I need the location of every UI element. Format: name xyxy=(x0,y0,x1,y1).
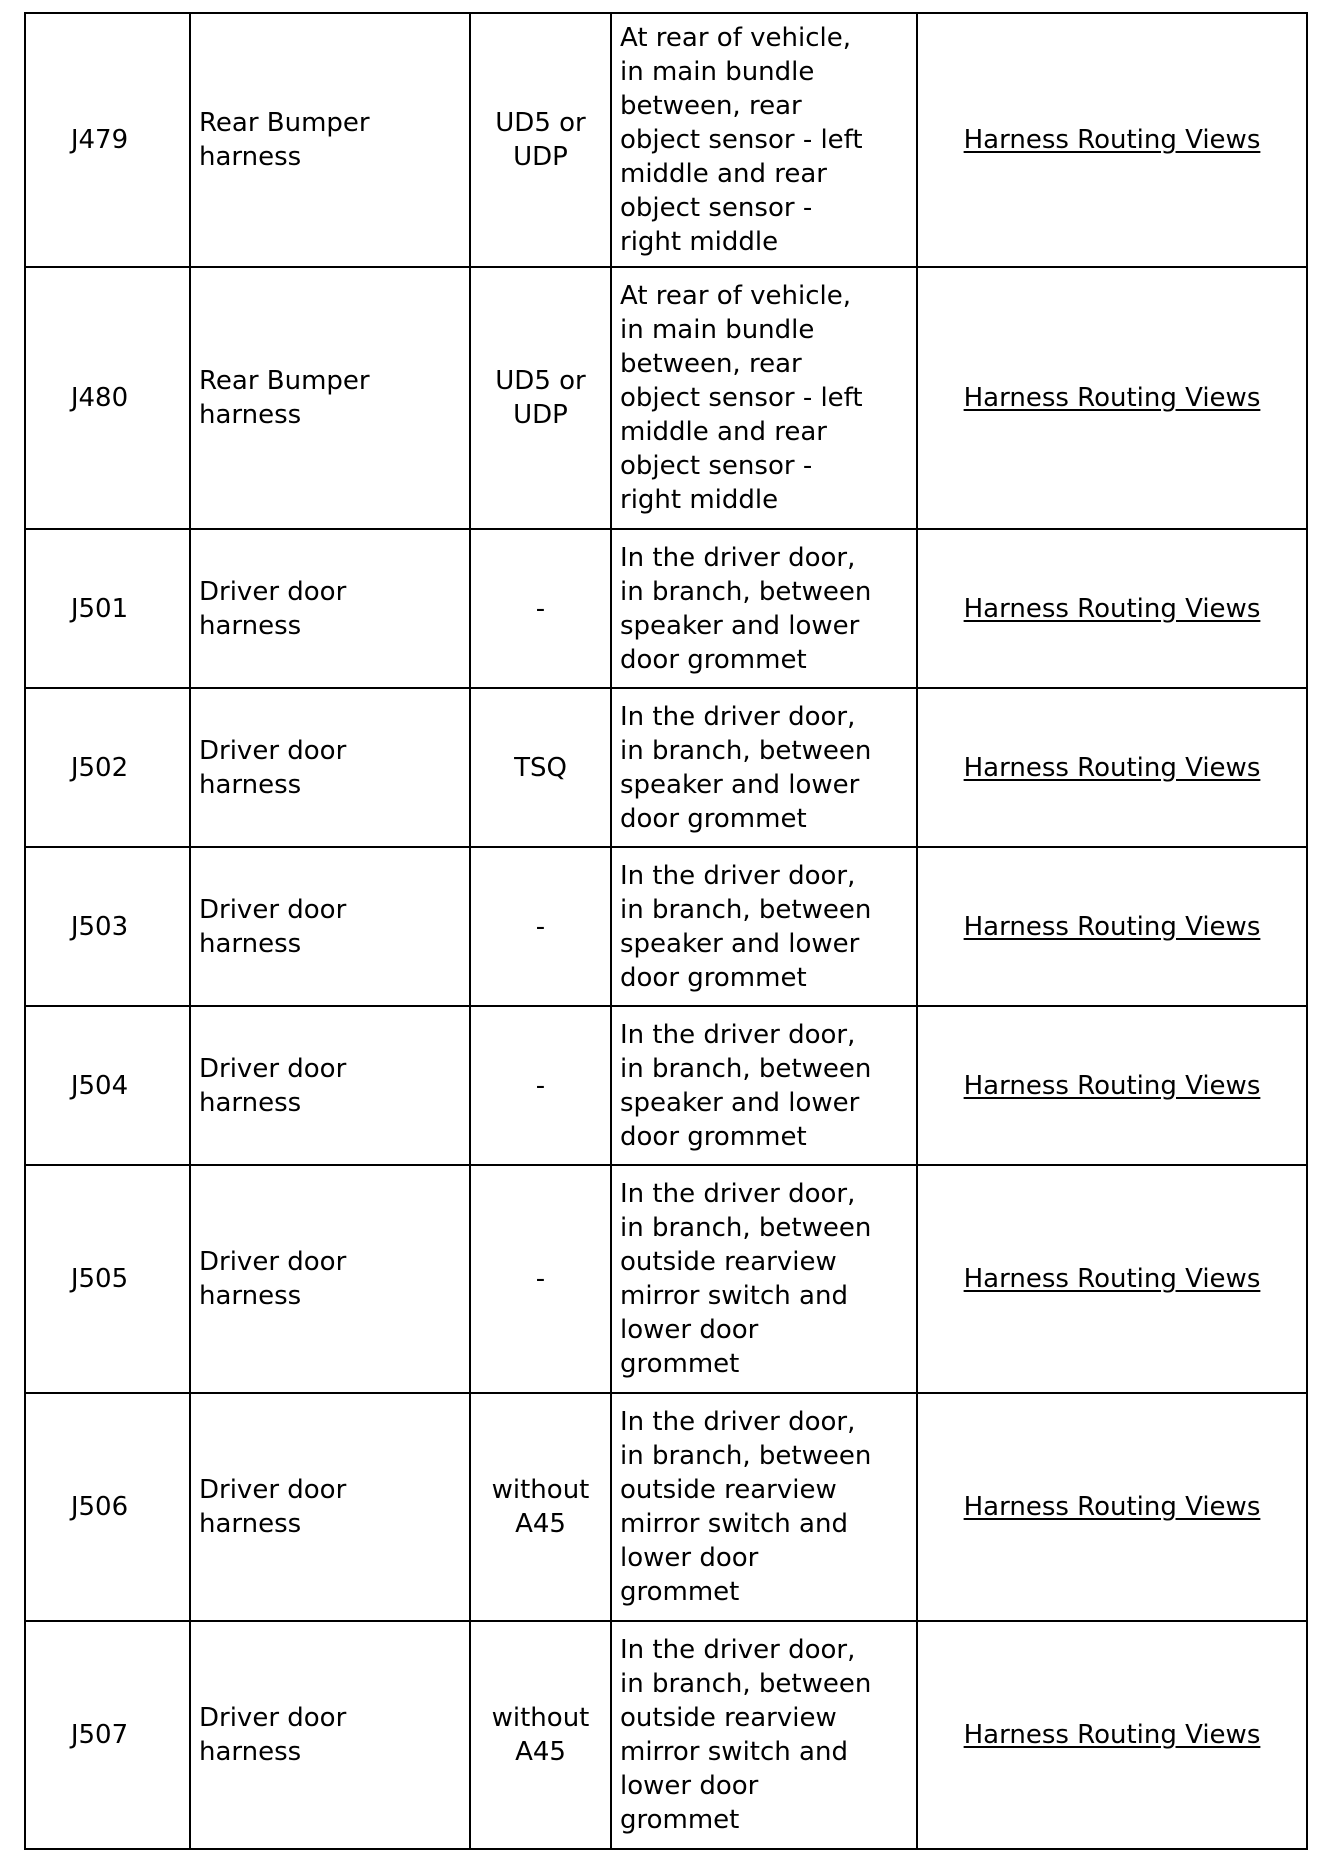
harness-name xyxy=(190,1165,470,1393)
harness-name-line: Rear Bumper xyxy=(199,108,370,138)
location-description-line: in branch, between xyxy=(620,576,872,607)
location-description-line: outside rearview xyxy=(620,1247,837,1277)
location-description-line: speaker and lower xyxy=(620,610,860,641)
location-description-line: in branch, between xyxy=(620,1213,872,1243)
location-description-line: In the driver door, xyxy=(620,542,856,573)
location-description-line: grommet xyxy=(620,1805,740,1835)
location-description-line: right middle xyxy=(620,227,779,257)
location-description-line: door grommet xyxy=(620,962,807,993)
option-code-line: - xyxy=(535,911,546,942)
location-description-line: speaker and lower xyxy=(620,769,860,800)
link-cell xyxy=(917,529,1307,688)
location-description xyxy=(611,1621,917,1849)
location-description xyxy=(611,1165,917,1393)
harness-name xyxy=(190,13,470,267)
link-cell xyxy=(917,1006,1307,1165)
harness-name-line: harness xyxy=(199,1737,302,1767)
option-code-line: - xyxy=(535,593,546,624)
option-code xyxy=(470,1393,611,1621)
harness-name-line: harness xyxy=(199,928,302,959)
option-code-line: UDP xyxy=(513,142,568,172)
option-code xyxy=(470,1006,611,1165)
harness-name-line: harness xyxy=(199,1281,302,1311)
location-description-line: In the driver door, xyxy=(620,1407,856,1437)
connector-id: J501 xyxy=(25,529,190,688)
harness-name xyxy=(190,267,470,529)
location-description-line: In the driver door, xyxy=(620,1179,856,1209)
option-code-line: A45 xyxy=(515,1509,566,1539)
location-description xyxy=(611,1006,917,1165)
location-description-line: In the driver door, xyxy=(620,701,856,732)
harness-name xyxy=(190,847,470,1006)
option-code-line: - xyxy=(535,1070,546,1101)
harness-name-line: harness xyxy=(199,400,302,430)
link-cell xyxy=(917,267,1307,529)
link-cell xyxy=(917,688,1307,847)
location-description-line: between, rear xyxy=(620,349,802,379)
harness-name-line: Driver door xyxy=(199,735,347,766)
connector-id: J480 xyxy=(25,267,190,529)
location-description xyxy=(611,1393,917,1621)
link-cell xyxy=(917,13,1307,267)
option-code xyxy=(470,688,611,847)
location-description-line: in branch, between xyxy=(620,1441,872,1471)
location-description-line: object sensor - xyxy=(620,451,813,481)
location-description-line: in branch, between xyxy=(620,1669,872,1699)
location-description-line: mirror switch and xyxy=(620,1281,848,1311)
location-description-line: in main bundle xyxy=(620,57,815,87)
location-description xyxy=(611,13,917,267)
location-description-line: grommet xyxy=(620,1349,740,1379)
option-code-line: without xyxy=(491,1475,590,1505)
connector-id: J479 xyxy=(25,13,190,267)
harness-name-line: harness xyxy=(199,610,302,641)
location-description-line: In the driver door, xyxy=(620,1635,856,1665)
option-code-line: A45 xyxy=(515,1737,566,1767)
location-description-line: object sensor - left xyxy=(620,125,863,155)
location-description-line: lower door xyxy=(620,1315,759,1345)
harness-name xyxy=(190,1006,470,1165)
harness-name-line: Driver door xyxy=(199,1247,347,1277)
location-description-line: in main bundle xyxy=(620,315,815,345)
table-row xyxy=(25,847,1307,1006)
harness-routing-views-link[interactable]: Harness Routing Views xyxy=(963,911,1261,942)
location-description xyxy=(611,267,917,529)
location-description-line: middle and rear xyxy=(620,159,827,189)
harness-name xyxy=(190,529,470,688)
connector-id: J507 xyxy=(25,1621,190,1849)
harness-routing-views-link[interactable]: Harness Routing Views xyxy=(963,593,1261,624)
option-code-line: UD5 or xyxy=(495,366,586,396)
location-description xyxy=(611,688,917,847)
option-code xyxy=(470,529,611,688)
harness-name-line: Rear Bumper xyxy=(199,366,370,396)
harness-name-line: harness xyxy=(199,1087,302,1118)
table-row xyxy=(25,1165,1307,1393)
connector-table xyxy=(24,12,1308,1850)
link-cell xyxy=(917,1165,1307,1393)
harness-name-line: Driver door xyxy=(199,1475,347,1505)
option-code-line: - xyxy=(535,1264,546,1294)
location-description-line: middle and rear xyxy=(620,417,827,447)
harness-routing-views-link[interactable]: Harness Routing Views xyxy=(963,1264,1261,1294)
location-description-line: At rear of vehicle, xyxy=(620,281,851,311)
harness-name xyxy=(190,688,470,847)
location-description-line: object sensor - left xyxy=(620,383,863,413)
option-code-line: TSQ xyxy=(514,752,567,783)
location-description-line: between, rear xyxy=(620,91,802,121)
location-description-line: object sensor - xyxy=(620,193,813,223)
location-description-line: In the driver door, xyxy=(620,1019,856,1050)
table-row xyxy=(25,1621,1307,1849)
harness-name-line: harness xyxy=(199,769,302,800)
location-description-line: in branch, between xyxy=(620,894,872,925)
connector-id: J504 xyxy=(25,1006,190,1165)
location-description-line: door grommet xyxy=(620,644,807,675)
option-code-line: UD5 or xyxy=(495,108,586,138)
table-row xyxy=(25,529,1307,688)
location-description-line: speaker and lower xyxy=(620,1087,860,1118)
link-cell xyxy=(917,1621,1307,1849)
location-description xyxy=(611,529,917,688)
location-description-line: At rear of vehicle, xyxy=(620,23,851,53)
location-description-line: in branch, between xyxy=(620,735,872,766)
connector-id: J502 xyxy=(25,688,190,847)
table-row xyxy=(25,688,1307,847)
location-description-line: lower door xyxy=(620,1771,759,1801)
option-code xyxy=(470,13,611,267)
harness-routing-views-link[interactable]: Harness Routing Views xyxy=(963,1720,1261,1750)
option-code-line: without xyxy=(491,1703,590,1733)
harness-name-line: harness xyxy=(199,142,302,172)
harness-name-line: Driver door xyxy=(199,894,347,925)
harness-name xyxy=(190,1621,470,1849)
location-description-line: right middle xyxy=(620,485,779,515)
location-description-line: in branch, between xyxy=(620,1053,872,1084)
location-description-line: In the driver door, xyxy=(620,860,856,891)
location-description-line: lower door xyxy=(620,1543,759,1573)
option-code xyxy=(470,1165,611,1393)
harness-name-line: harness xyxy=(199,1509,302,1539)
link-cell xyxy=(917,1393,1307,1621)
harness-routing-views-link[interactable]: Harness Routing Views xyxy=(963,125,1261,155)
table-body xyxy=(25,13,1307,1849)
harness-name-line: Driver door xyxy=(199,576,347,607)
harness-routing-views-link[interactable]: Harness Routing Views xyxy=(963,1492,1261,1522)
harness-name xyxy=(190,1393,470,1621)
location-description-line: outside rearview xyxy=(620,1703,837,1733)
table-row xyxy=(25,267,1307,529)
location-description-line: outside rearview xyxy=(620,1475,837,1505)
harness-routing-views-link[interactable]: Harness Routing Views xyxy=(963,752,1261,783)
table-row xyxy=(25,1393,1307,1621)
option-code xyxy=(470,267,611,529)
location-description-line: speaker and lower xyxy=(620,928,860,959)
location-description-line: mirror switch and xyxy=(620,1509,848,1539)
connector-id: J506 xyxy=(25,1393,190,1621)
location-description-line: grommet xyxy=(620,1577,740,1607)
harness-name-line: Driver door xyxy=(199,1703,347,1733)
location-description-line: mirror switch and xyxy=(620,1737,848,1767)
harness-routing-views-link[interactable]: Harness Routing Views xyxy=(963,383,1261,413)
table-row xyxy=(25,13,1307,267)
connector-id: J503 xyxy=(25,847,190,1006)
option-code xyxy=(470,847,611,1006)
table-row xyxy=(25,1006,1307,1165)
harness-routing-views-link[interactable]: Harness Routing Views xyxy=(963,1070,1261,1101)
link-cell xyxy=(917,847,1307,1006)
harness-name-line: Driver door xyxy=(199,1053,347,1084)
location-description-line: door grommet xyxy=(620,1121,807,1152)
option-code-line: UDP xyxy=(513,400,568,430)
location-description-line: door grommet xyxy=(620,803,807,834)
connector-id: J505 xyxy=(25,1165,190,1393)
location-description xyxy=(611,847,917,1006)
option-code xyxy=(470,1621,611,1849)
